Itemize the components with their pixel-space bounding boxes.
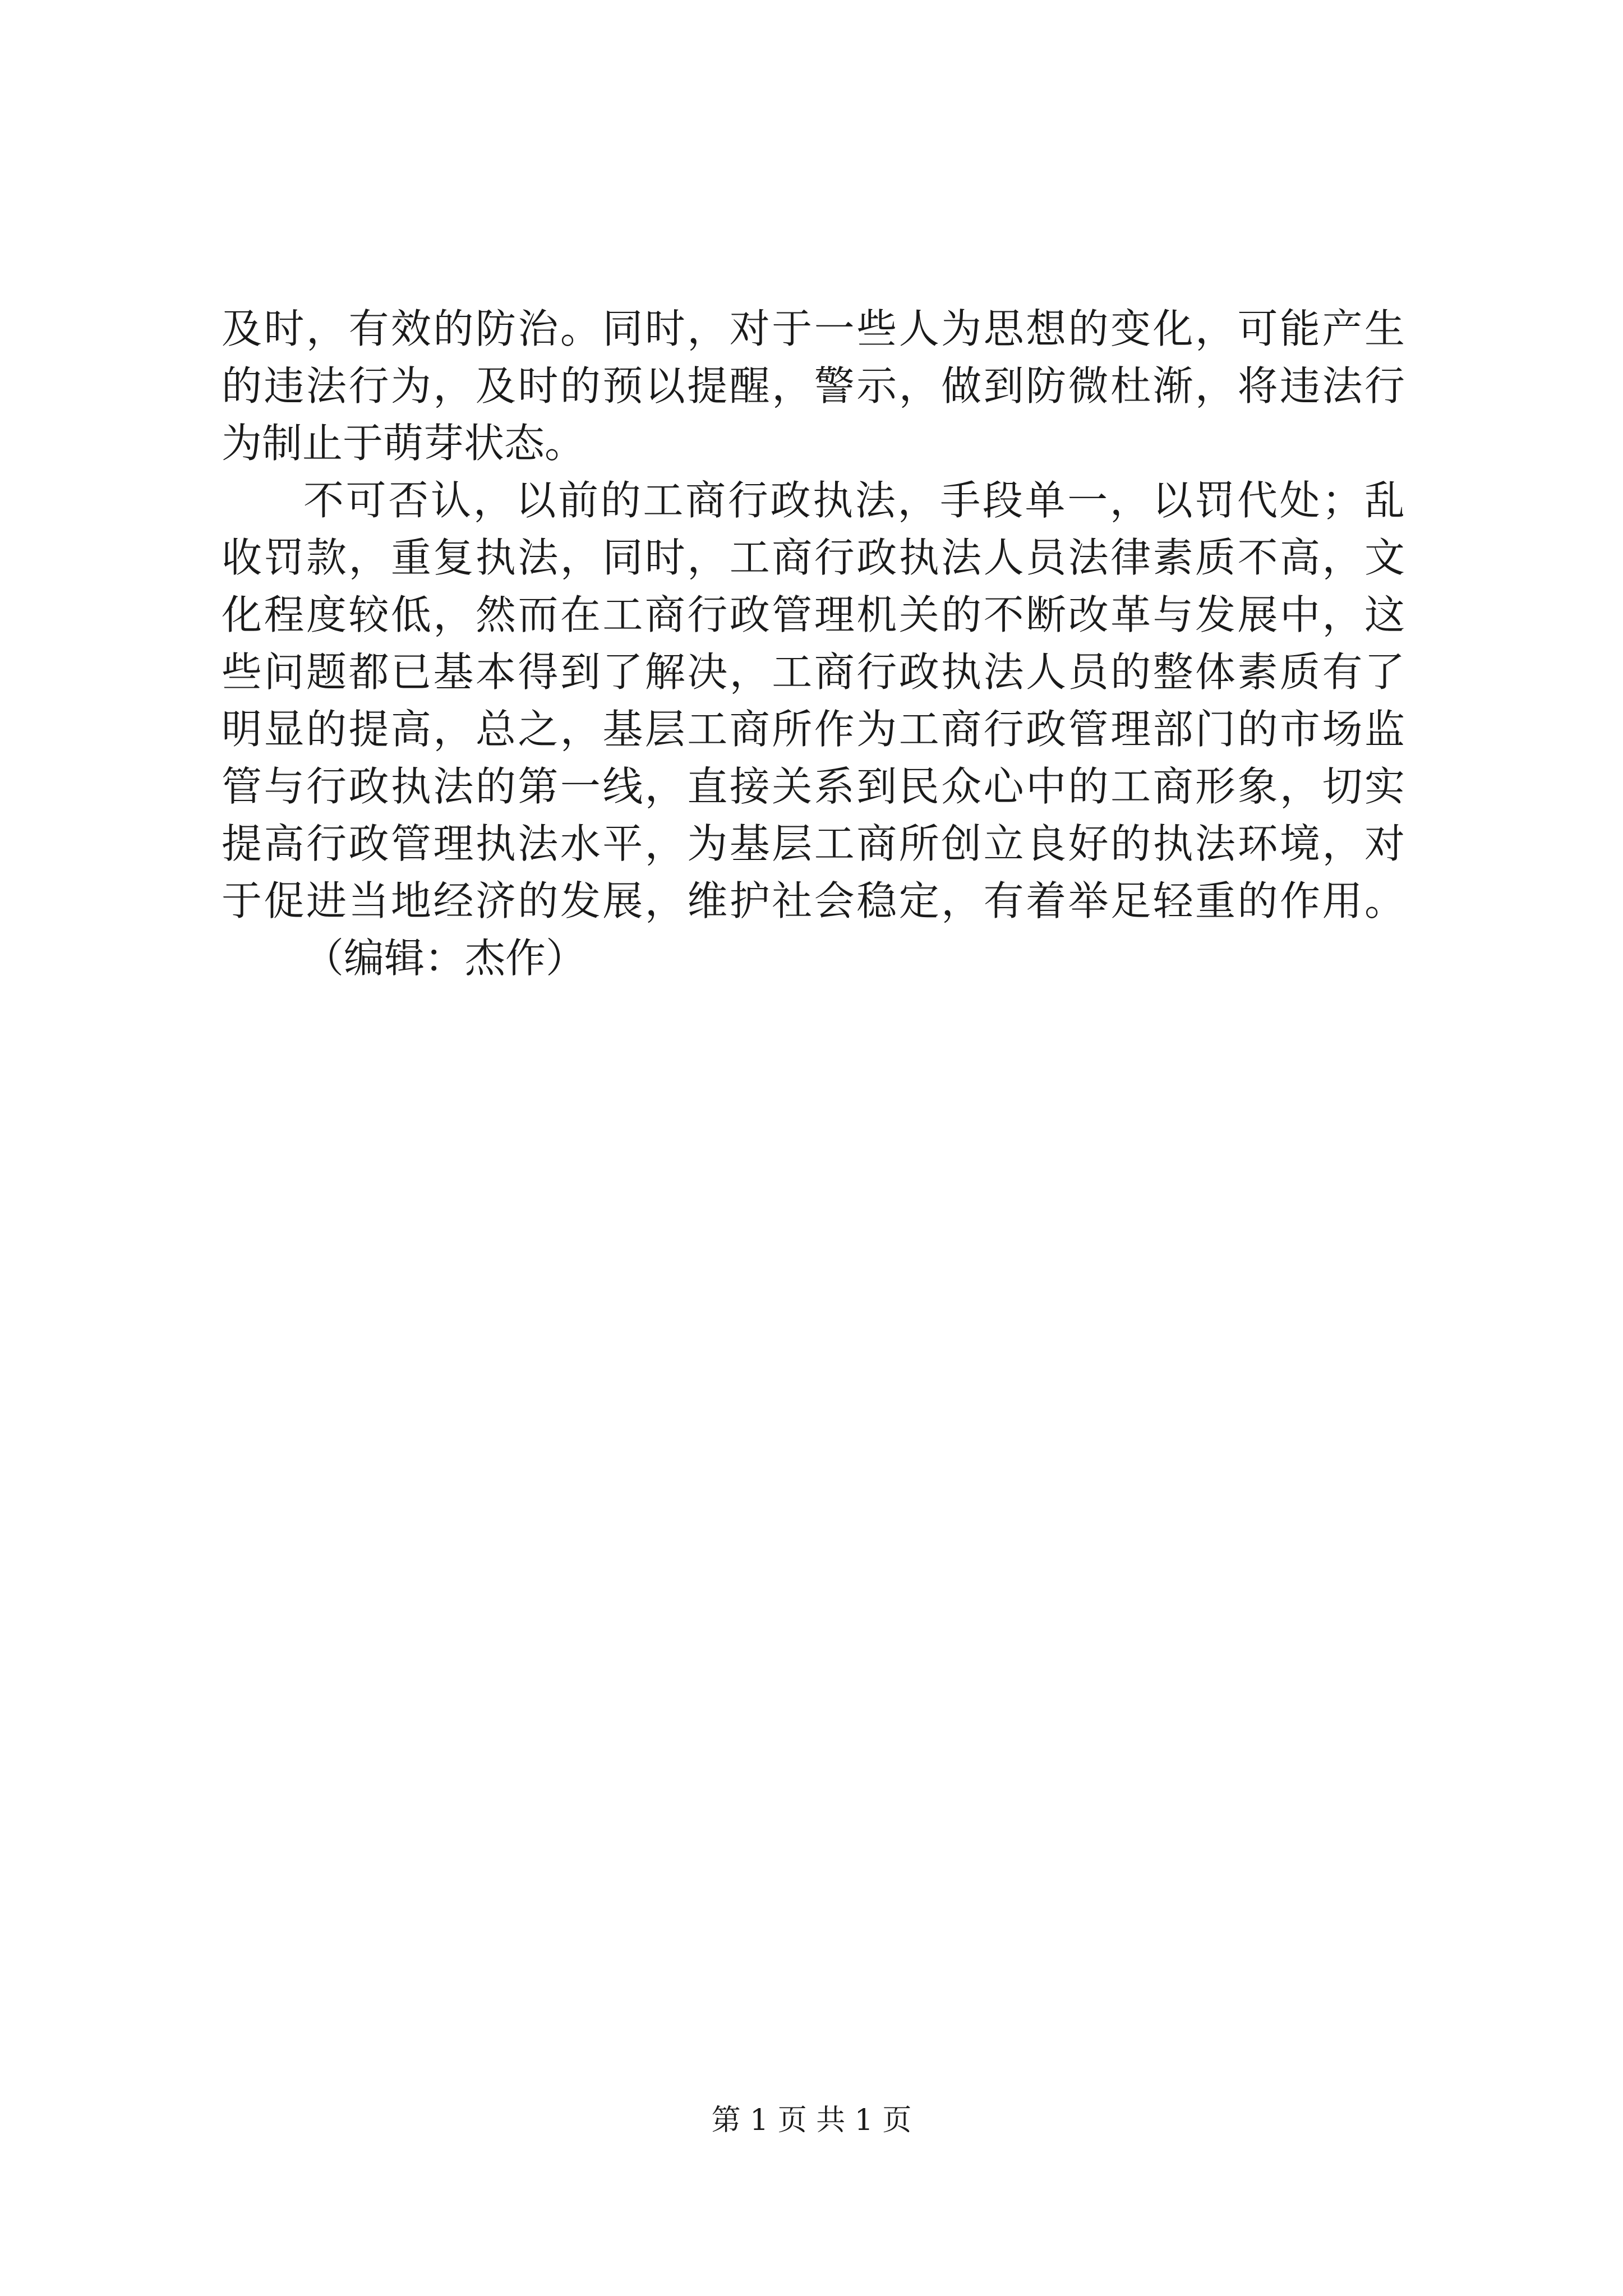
paragraph-line: 及时，有效的防治。同时，对于一些人为思想的变化，可能产生	[222, 305, 1405, 352]
paragraph-line: 为制止于萌芽状态。	[222, 420, 585, 467]
paragraph-line: 明显的提高，总之，基层工商所作为工商行政管理部门的市场监	[222, 706, 1405, 753]
paragraph-line: 化程度较低，然而在工商行政管理机关的不断改革与发展中，这	[222, 591, 1405, 638]
paragraph-line: 不可否认，以前的工商行政执法，手段单一，以罚代处；乱	[303, 477, 1405, 524]
paragraph-line: 的违法行为，及时的预以提醒，警示，做到防微杜渐，将违法行	[222, 362, 1405, 409]
editor-credit: （编辑：杰作）	[303, 935, 587, 982]
document-body	[222, 300, 1405, 987]
paragraph-line: 管与行政执法的第一线，直接关系到民众心中的工商形象，切实	[222, 763, 1405, 810]
paragraph-line: 于促进当地经济的发展，维护社会稳定，有着举足轻重的作用。	[222, 877, 1405, 924]
paragraph-line: 收罚款，重复执法，同时，工商行政执法人员法律素质不高，文	[222, 534, 1405, 581]
page-number-footer: 第 1 页 共 1 页	[711, 2104, 912, 2137]
paragraph-line: 提高行政管理执法水平，为基层工商所创立良好的执法环境，对	[222, 820, 1405, 867]
paragraph-line: 些问题都已基本得到了解决，工商行政执法人员的整体素质有了	[222, 648, 1405, 696]
